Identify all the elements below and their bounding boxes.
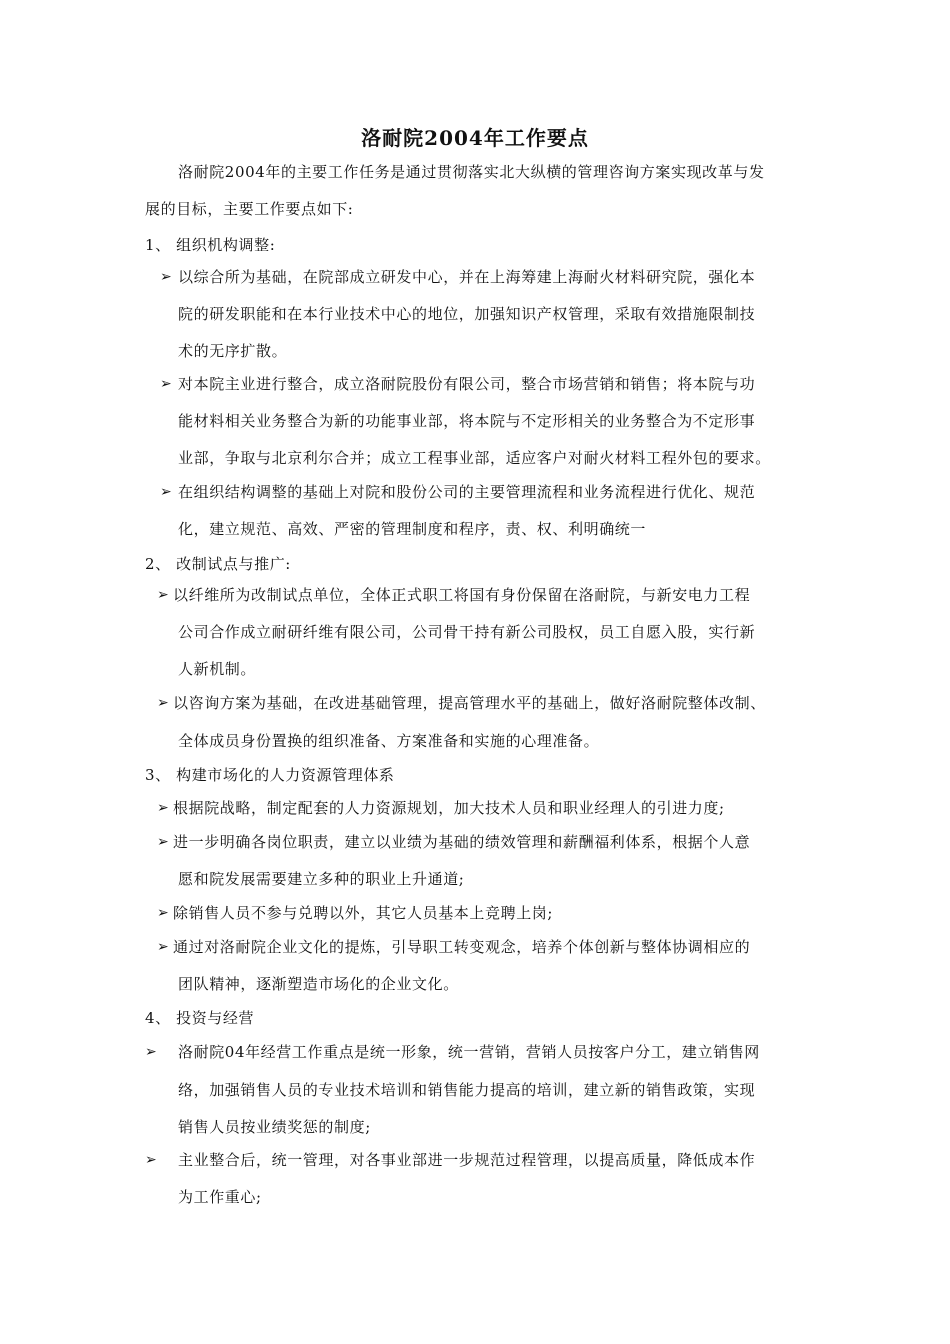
bullet-line: 化，建立规范、高效、严密的管理制度和程序，责、权、利明确统一 bbox=[178, 520, 647, 538]
bullet-line: 主业整合后，统一管理，对各事业部进一步规范过程管理，以提高质量，降低成本作 bbox=[178, 1151, 756, 1169]
bullet-line: 洛耐院04年经营工作重点是统一形象，统一营销，营销人员按客户分工，建立销售网 bbox=[178, 1043, 760, 1061]
arrow-bullet-icon: ➢ bbox=[145, 1152, 157, 1168]
arrow-bullet-icon: ➢ bbox=[160, 484, 172, 500]
bullet-line: 公司合作成立耐研纤维有限公司，公司骨干持有新公司股权，员工自愿入股，实行新 bbox=[178, 623, 756, 641]
bullet-line: 愿和院发展需要建立多种的职业上升通道; bbox=[178, 870, 465, 888]
bullet-line: 为工作重心; bbox=[178, 1188, 262, 1206]
section-heading: 2、 改制试点与推广: bbox=[145, 555, 291, 573]
intro-line: 展的目标，主要工作要点如下: bbox=[145, 200, 354, 218]
arrow-bullet-icon: ➢ bbox=[157, 587, 169, 603]
bullet-line: 对本院主业进行整合，成立洛耐院股份有限公司，整合市场营销和销售；将本院与功 bbox=[178, 375, 756, 393]
bullet-line: 全体成员身份置换的组织准备、方案准备和实施的心理准备。 bbox=[178, 732, 600, 750]
arrow-bullet-icon: ➢ bbox=[157, 905, 169, 921]
intro-line: 洛耐院2004年的主要工作任务是通过贯彻落实北大纵横的管理咨询方案实现改革与发 bbox=[178, 163, 765, 181]
section-heading: 4、 投资与经营 bbox=[145, 1009, 255, 1027]
bullet-line: 团队精神，逐渐塑造市场化的企业文化。 bbox=[178, 975, 459, 993]
arrow-bullet-icon: ➢ bbox=[157, 800, 169, 816]
bullet-line: 以纤维所为改制试点单位，全体正式职工将国有身份保留在洛耐院，与新安电力工程 bbox=[173, 586, 751, 604]
section-heading: 1、 组织机构调整: bbox=[145, 236, 276, 254]
bullet-line: 进一步明确各岗位职责，建立以业绩为基础的绩效管理和薪酬福利体系，根据个人意 bbox=[173, 833, 751, 851]
bullet-line: 通过对洛耐院企业文化的提炼，引导职工转变观念，培养个体创新与整体协调相应的 bbox=[173, 938, 751, 956]
bullet-line: 术的无序扩散。 bbox=[178, 342, 288, 360]
arrow-bullet-icon: ➢ bbox=[157, 834, 169, 850]
arrow-bullet-icon: ➢ bbox=[157, 939, 169, 955]
bullet-line: 除销售人员不参与兑聘以外，其它人员基本上竞聘上岗; bbox=[173, 904, 554, 922]
bullet-line: 络，加强销售人员的专业技术培训和销售能力提高的培训，建立新的销售政策，实现 bbox=[178, 1081, 756, 1099]
arrow-bullet-icon: ➢ bbox=[160, 269, 172, 285]
arrow-bullet-icon: ➢ bbox=[160, 376, 172, 392]
bullet-line: 在组织结构调整的基础上对院和股份公司的主要管理流程和业务流程进行优化、规范 bbox=[178, 483, 756, 501]
bullet-line: 以综合所为基础，在院部成立研发中心，并在上海筹建上海耐火材料研究院，强化本 bbox=[178, 268, 756, 286]
arrow-bullet-icon: ➢ bbox=[145, 1044, 157, 1060]
bullet-line: 能材料相关业务整合为新的功能事业部，将本院与不定形相关的业务整合为不定形事 bbox=[178, 412, 756, 430]
bullet-line: 销售人员按业绩奖惩的制度; bbox=[178, 1118, 371, 1136]
bullet-line: 院的研发职能和在本行业技术中心的地位，加强知识产权管理，采取有效措施限制技 bbox=[178, 305, 756, 323]
bullet-line: 根据院战略，制定配套的人力资源规划，加大技术人员和职业经理人的引进力度; bbox=[173, 799, 725, 817]
bullet-line: 人新机制。 bbox=[178, 660, 257, 678]
section-heading: 3、 构建市场化的人力资源管理体系 bbox=[145, 766, 395, 784]
arrow-bullet-icon: ➢ bbox=[157, 695, 169, 711]
bullet-line: 业部，争取与北京利尔合并；成立工程事业部，适应客户对耐火材料工程外包的要求。 bbox=[178, 449, 771, 467]
bullet-line: 以咨询方案为基础，在改进基础管理，提高管理水平的基础上，做好洛耐院整体改制、 bbox=[173, 694, 766, 712]
document-title: 洛耐院2004年工作要点 bbox=[361, 126, 589, 150]
